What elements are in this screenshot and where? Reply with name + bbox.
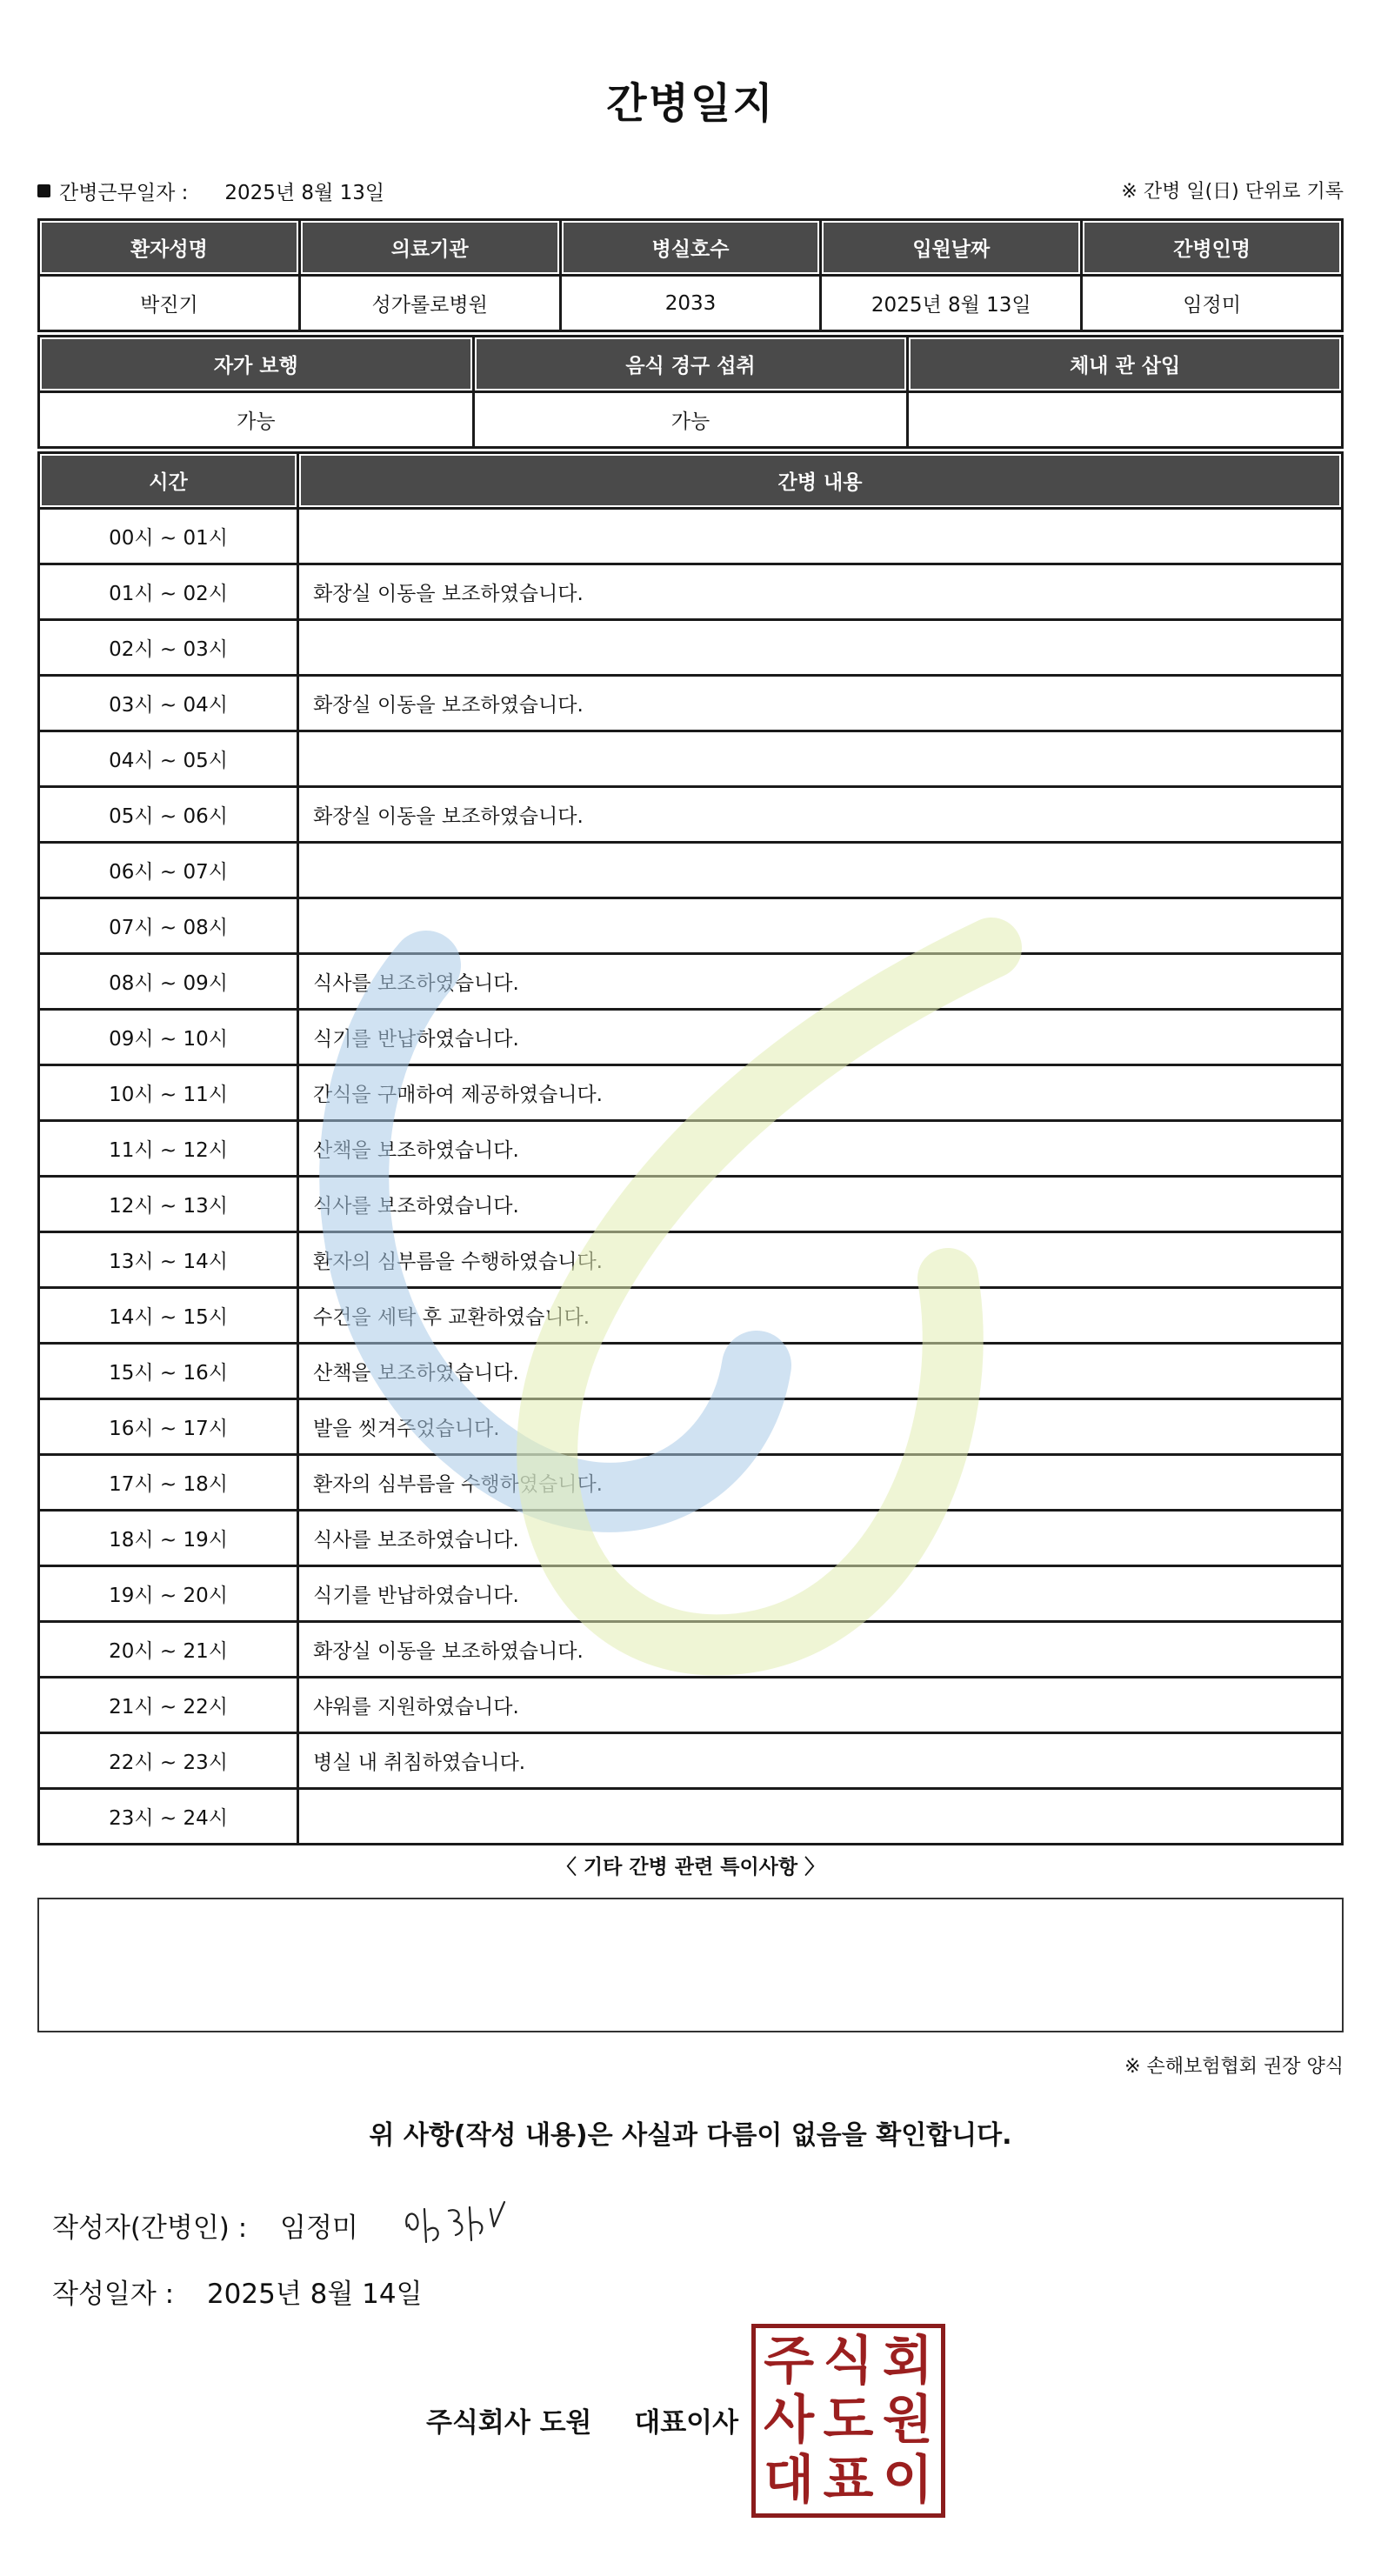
hospital-name: 성가롤로병원	[299, 276, 560, 331]
admission-date: 2025년 8월 13일	[821, 276, 1082, 331]
table-row	[39, 1566, 1343, 1622]
work-date-value: 2025년 8월 13일	[224, 182, 385, 204]
table-row	[39, 843, 1343, 898]
time-slot: 13시 ~ 14시	[39, 1232, 298, 1288]
ceo-title: 대표이사	[634, 2407, 739, 2439]
time-slot: 08시 ~ 09시	[39, 954, 298, 1010]
written-date-row	[52, 2272, 423, 2311]
time-slot: 00시 ~ 01시	[39, 509, 298, 564]
table-row	[39, 1622, 1343, 1678]
header-tube-insertion: 체내 관 삽입	[908, 337, 1343, 392]
time-slot: 21시 ~ 22시	[39, 1678, 298, 1733]
table-row	[39, 1455, 1343, 1511]
header-care-content: 간병 내용	[298, 453, 1343, 509]
table-row	[39, 731, 1343, 787]
care-note	[298, 620, 1343, 676]
care-note: 식사를 보조하였습니다.	[298, 954, 1343, 1010]
time-slot: 20시 ~ 21시	[39, 1622, 298, 1678]
handwritten-signature	[400, 2192, 522, 2252]
confirmation-statement: 위 사항(작성 내용)은 사실과 다름이 없음을 확인합니다.	[369, 2120, 1012, 2151]
caregiver-name: 임정미	[1082, 276, 1343, 331]
care-note: 샤워를 지원하였습니다.	[298, 1678, 1343, 1733]
table-row	[39, 954, 1343, 1010]
patient-ability-table	[37, 335, 1344, 449]
table-row	[39, 1288, 1343, 1344]
table-row	[39, 676, 1343, 731]
table-row	[39, 1678, 1343, 1733]
table-row	[39, 898, 1343, 954]
record-unit-note: ※ 간병 일(日) 단위로 기록	[1121, 181, 1344, 203]
table-row	[39, 509, 1343, 564]
care-log-table	[37, 451, 1344, 1845]
care-note: 발을 씻겨주었습니다.	[298, 1399, 1343, 1455]
writer-name: 임정미	[280, 2212, 358, 2244]
company-seal-stamp: 주 식 회 사 도 원 대 표 이	[751, 2324, 945, 2518]
patient-info-table	[37, 218, 1344, 332]
document-title: 간병일지	[606, 79, 775, 128]
time-slot: 11시 ~ 12시	[39, 1121, 298, 1177]
company-name: 주식회사 도원	[426, 2407, 592, 2439]
care-note: 식기를 반납하였습니다.	[298, 1010, 1343, 1065]
table-row	[39, 1232, 1343, 1288]
care-note: 화장실 이동을 보조하였습니다.	[298, 676, 1343, 731]
header-time: 시간	[39, 453, 298, 509]
care-note: 병실 내 취침하였습니다.	[298, 1733, 1343, 1789]
care-note: 식기를 반납하였습니다.	[298, 1566, 1343, 1622]
time-slot: 06시 ~ 07시	[39, 843, 298, 898]
care-note	[298, 898, 1343, 954]
remarks-caption: 〈 기타 간병 관련 특이사항 〉	[556, 1856, 825, 1879]
care-note: 수건을 세탁 후 교환하였습니다.	[298, 1288, 1343, 1344]
care-note: 식사를 보조하였습니다.	[298, 1177, 1343, 1232]
care-note: 환자의 심부름을 수행하였습니다.	[298, 1455, 1343, 1511]
written-date-label: 작성일자 :	[52, 2279, 175, 2310]
time-slot: 02시 ~ 03시	[39, 620, 298, 676]
time-slot: 22시 ~ 23시	[39, 1733, 298, 1789]
care-note: 화장실 이동을 보조하였습니다.	[298, 1622, 1343, 1678]
table-row	[39, 787, 1343, 843]
work-date-row	[37, 177, 384, 205]
time-slot: 16시 ~ 17시	[39, 1399, 298, 1455]
care-note: 산책을 보조하였습니다.	[298, 1121, 1343, 1177]
header-caregiver-name: 간병인명	[1082, 220, 1343, 276]
care-note: 환자의 심부름을 수행하였습니다.	[298, 1232, 1343, 1288]
time-slot: 14시 ~ 15시	[39, 1288, 298, 1344]
header-self-walking: 자가 보행	[39, 337, 474, 392]
time-slot: 04시 ~ 05시	[39, 731, 298, 787]
time-slot: 19시 ~ 20시	[39, 1566, 298, 1622]
header-admission-date: 입원날짜	[821, 220, 1082, 276]
care-note: 산책을 보조하였습니다.	[298, 1344, 1343, 1399]
patient-info-value-row	[39, 276, 1343, 331]
care-note	[298, 731, 1343, 787]
time-slot: 03시 ~ 04시	[39, 676, 298, 731]
time-slot: 17시 ~ 18시	[39, 1455, 298, 1511]
time-slot: 15시 ~ 16시	[39, 1344, 298, 1399]
ability-header-row	[39, 337, 1343, 392]
time-slot: 07시 ~ 08시	[39, 898, 298, 954]
header-hospital: 의료기관	[299, 220, 560, 276]
room-number: 2033	[560, 276, 821, 331]
oral-intake-value: 가능	[473, 392, 908, 448]
ability-value-row	[39, 392, 1343, 448]
table-row	[39, 1065, 1343, 1121]
care-note: 간식을 구매하여 제공하였습니다.	[298, 1065, 1343, 1121]
header-patient-name: 환자성명	[39, 220, 300, 276]
table-row	[39, 1177, 1343, 1232]
table-row	[39, 1511, 1343, 1566]
table-row	[39, 1399, 1343, 1455]
care-note: 식사를 보조하였습니다.	[298, 1511, 1343, 1566]
table-row	[39, 1344, 1343, 1399]
care-log-header-row	[39, 453, 1343, 509]
care-note	[298, 843, 1343, 898]
time-slot: 23시 ~ 24시	[39, 1789, 298, 1845]
source-note: ※ 손해보험협회 권장 양식	[1124, 2056, 1344, 2078]
table-row	[39, 564, 1343, 620]
table-row	[39, 620, 1343, 676]
time-slot: 05시 ~ 06시	[39, 787, 298, 843]
table-row	[39, 1121, 1343, 1177]
table-row	[39, 1789, 1343, 1845]
time-slot: 01시 ~ 02시	[39, 564, 298, 620]
work-date-label: 간병근무일자 :	[59, 182, 189, 204]
bullet-square-icon	[37, 184, 50, 197]
header-room-number: 병실호수	[560, 220, 821, 276]
tube-insertion-value	[908, 392, 1343, 448]
care-note: 화장실 이동을 보조하였습니다.	[298, 787, 1343, 843]
remarks-box	[37, 1898, 1344, 2032]
care-log-rows	[39, 509, 1343, 1845]
time-slot: 10시 ~ 11시	[39, 1065, 298, 1121]
table-row	[39, 1010, 1343, 1065]
writer-label: 작성자(간병인) :	[52, 2212, 248, 2244]
writer-row	[52, 2206, 358, 2245]
company-signature-line	[426, 2400, 738, 2439]
care-note	[298, 1789, 1343, 1845]
care-note: 화장실 이동을 보조하였습니다.	[298, 564, 1343, 620]
time-slot: 12시 ~ 13시	[39, 1177, 298, 1232]
table-row	[39, 1733, 1343, 1789]
written-date-value: 2025년 8월 14일	[206, 2279, 423, 2310]
care-note	[298, 509, 1343, 564]
header-oral-intake: 음식 경구 섭취	[473, 337, 908, 392]
patient-name: 박진기	[39, 276, 300, 331]
patient-info-header-row	[39, 220, 1343, 276]
self-walking-value: 가능	[39, 392, 474, 448]
time-slot: 18시 ~ 19시	[39, 1511, 298, 1566]
time-slot: 09시 ~ 10시	[39, 1010, 298, 1065]
